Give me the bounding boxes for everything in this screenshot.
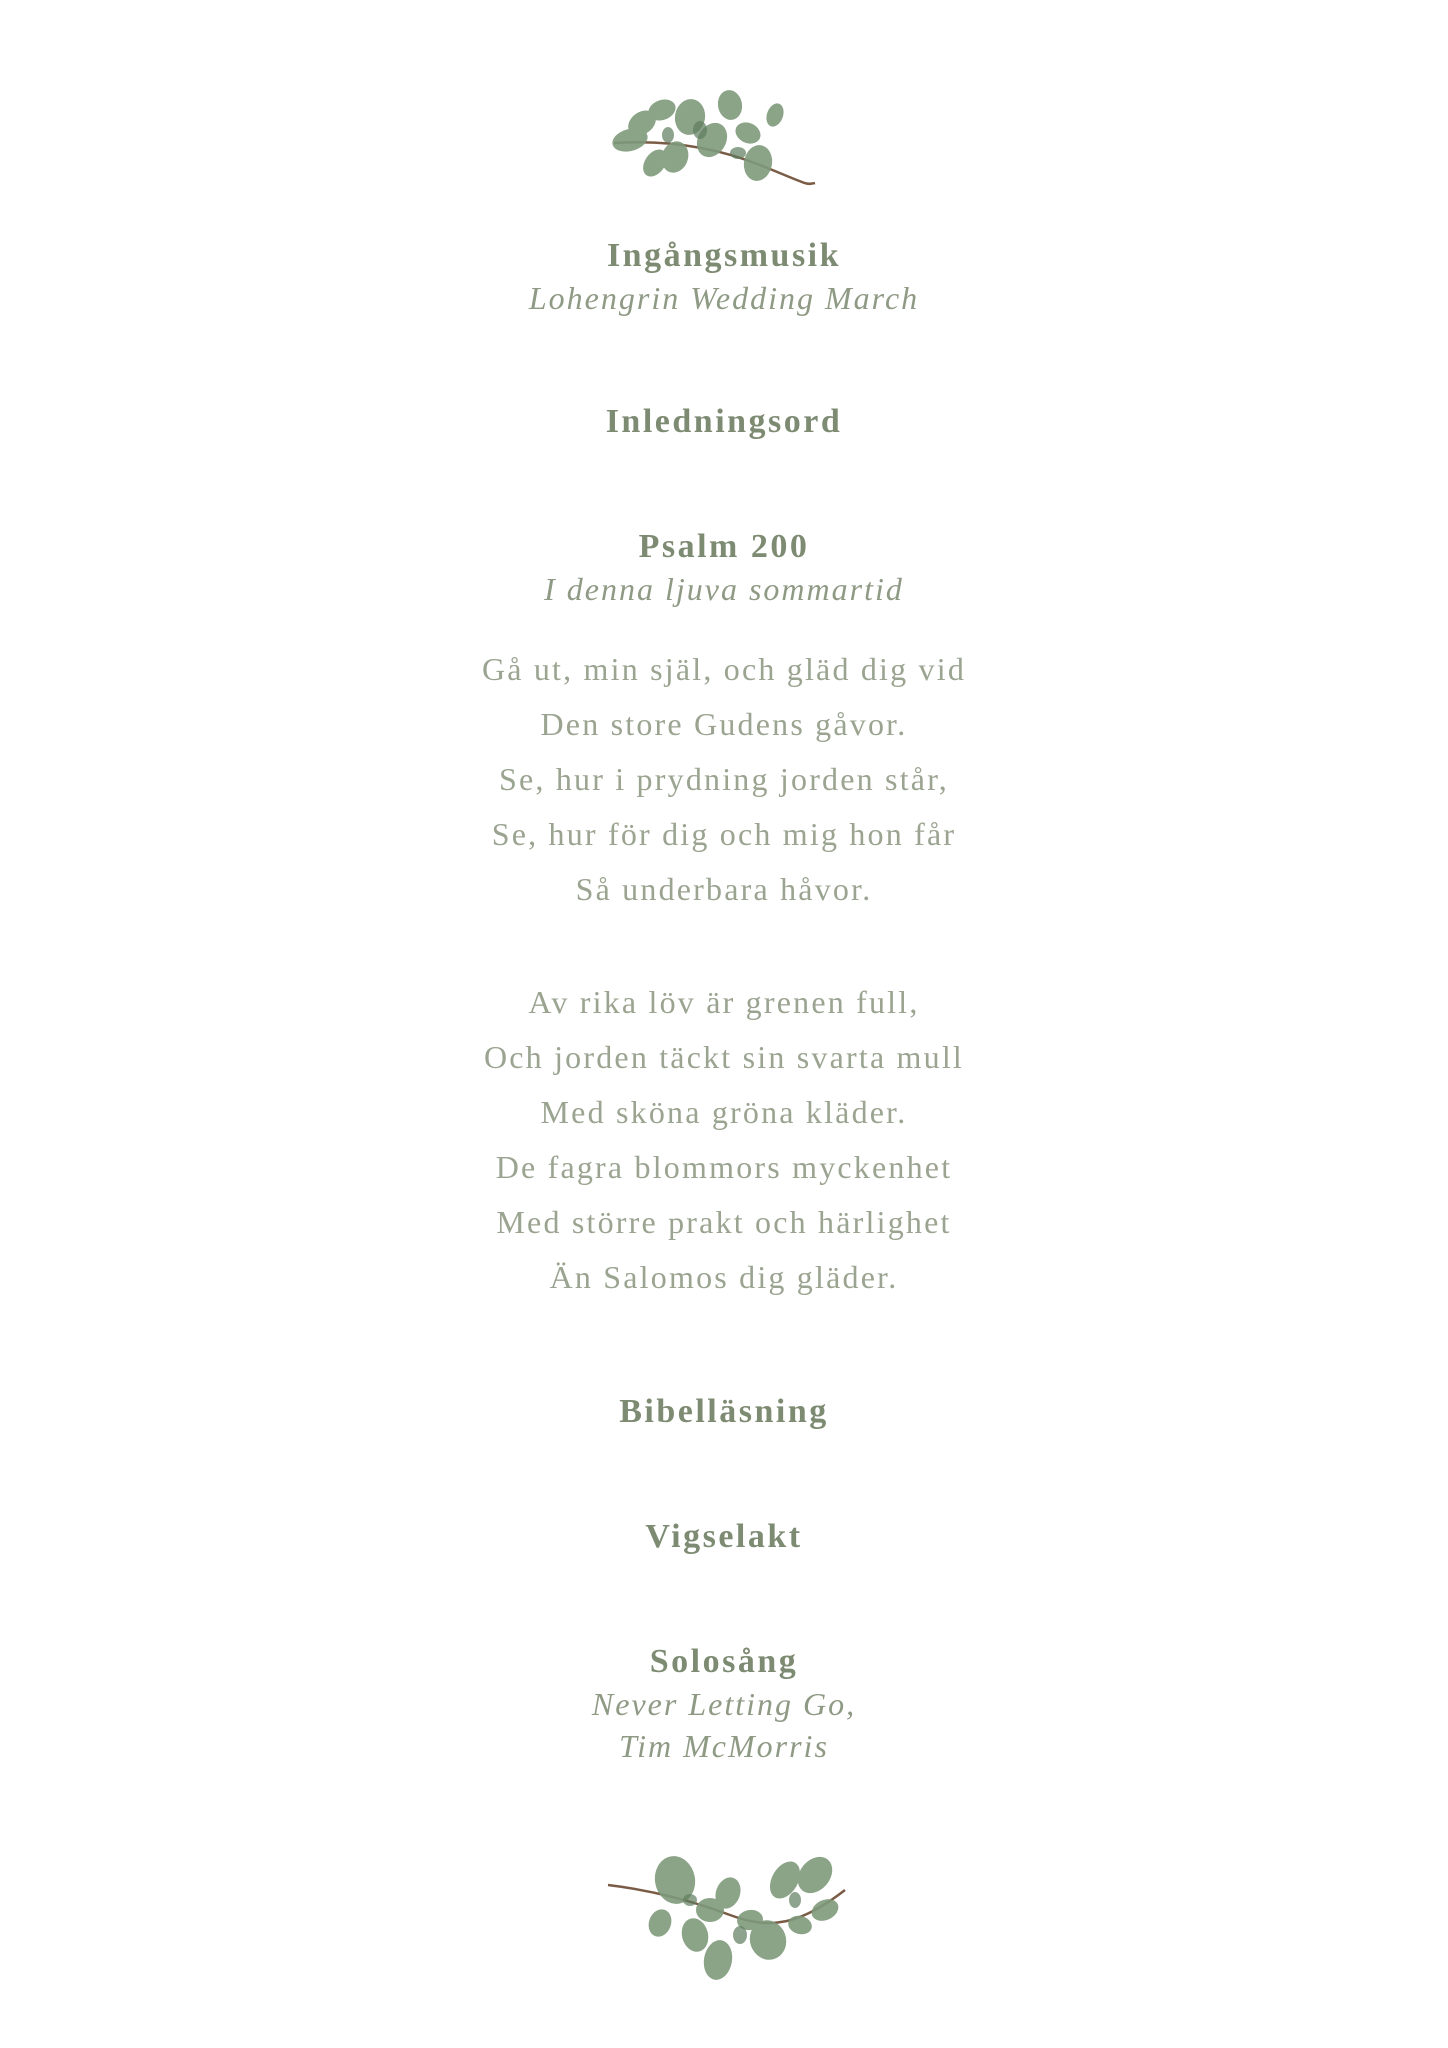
- verse-line: De fagra blommors myckenhet: [495, 1149, 953, 1185]
- section-subtitle: I denna ljuva sommartid: [544, 571, 904, 607]
- verse-line: Så underbara håvor.: [575, 871, 873, 907]
- section-subtitle: Tim McMorris: [619, 1728, 829, 1764]
- verse-line: Av rika löv är grenen full,: [528, 984, 920, 1020]
- verse-line: Den store Gudens gåvor.: [540, 706, 908, 742]
- top-eucalyptus-branch-icon: [600, 85, 830, 205]
- section-subtitle: Lohengrin Wedding March: [528, 280, 920, 316]
- section-heading: Psalm 200: [638, 528, 810, 565]
- section-heading: Solosång: [649, 1643, 799, 1680]
- bottom-eucalyptus-branch-icon: [600, 1845, 860, 1995]
- verse-line: Med sköna gröna kläder.: [540, 1094, 908, 1130]
- verse-line: Och jorden täckt sin svarta mull: [483, 1039, 965, 1075]
- verse-line: Än Salomos dig gläder.: [549, 1259, 899, 1295]
- verse-line: Se, hur i prydning jorden står,: [499, 761, 949, 797]
- verse-line: Gå ut, min själ, och gläd dig vid: [481, 651, 967, 687]
- section-heading: Vigselakt: [645, 1518, 803, 1555]
- section-heading: Ingångsmusik: [606, 237, 842, 274]
- hymn-verse-2: [0, 975, 1448, 1305]
- verse-line: Med större prakt och härlighet: [496, 1204, 952, 1240]
- verse-line: Se, hur för dig och mig hon får: [491, 816, 957, 852]
- section-subtitle: Never Letting Go,: [591, 1686, 857, 1722]
- section-heading: Inledningsord: [605, 403, 843, 440]
- section-heading: Bibelläsning: [619, 1393, 829, 1430]
- hymn-verse-1: [0, 642, 1448, 917]
